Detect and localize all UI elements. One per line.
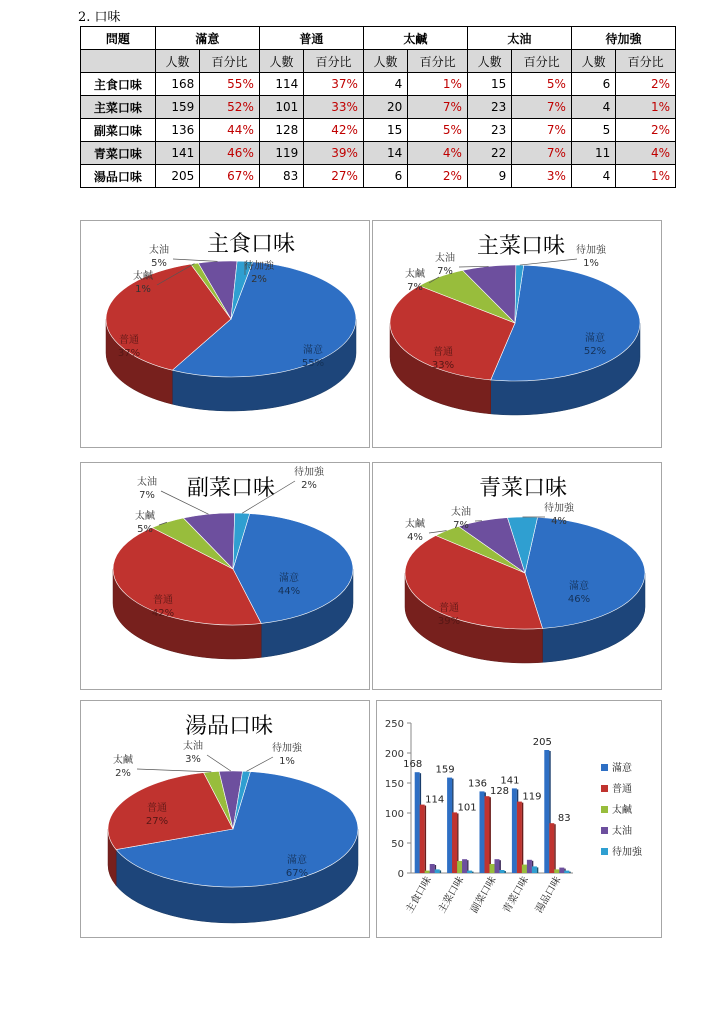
bar-data-label: 141 [500, 775, 520, 787]
count-cell: 11 [571, 142, 615, 165]
bar-data-label: 136 [467, 778, 488, 790]
legend-label: 普通 [612, 784, 632, 795]
count-cell: 6 [363, 165, 407, 188]
bar [517, 802, 522, 873]
percent-cell: 7% [408, 96, 468, 119]
header-category: 太鹹 [363, 27, 467, 50]
bar [512, 788, 517, 873]
pie-panel-side-dish [80, 462, 370, 690]
row-label: 主菜口味 [81, 96, 156, 119]
subheader-count: 人數 [571, 50, 615, 73]
header-category: 滿意 [155, 27, 259, 50]
count-cell: 9 [467, 165, 511, 188]
pie-label-category: 太鹹 [405, 519, 425, 530]
bar-chart [377, 701, 661, 937]
x-category-label: 青菜口味 [501, 875, 531, 916]
subheader-pct: 百分比 [200, 50, 260, 73]
percent-cell: 2% [408, 165, 468, 188]
percent-cell: 5% [408, 119, 468, 142]
pie-label-value: 4% [407, 532, 423, 543]
x-category-label: 副菜口味 [469, 875, 499, 916]
pie-title: 湯品口味 [184, 714, 274, 739]
pie-label-value: 39% [437, 616, 461, 627]
subheader-blank [81, 50, 156, 73]
pie-label-value: 1% [279, 756, 295, 767]
bar [495, 859, 500, 873]
count-cell: 15 [467, 73, 511, 96]
bar [554, 869, 559, 873]
pie-leader-line [137, 769, 211, 772]
bar-side [440, 870, 441, 873]
bar [527, 860, 532, 873]
pie-label-value: 7% [139, 490, 155, 501]
pie-label-value: 33% [431, 360, 455, 371]
pie-chart [81, 701, 369, 937]
pie-leader-line [520, 259, 577, 265]
row-label: 主食口味 [81, 73, 156, 96]
bar [425, 871, 430, 873]
taste-survey-table [80, 26, 676, 188]
pie-label-category: 太鹹 [133, 271, 153, 282]
bar-side [522, 803, 523, 873]
pie-chart [373, 221, 661, 447]
pie-label-value: 27% [145, 816, 169, 827]
pie-label-value: 42% [151, 608, 175, 619]
count-cell: 101 [259, 96, 303, 119]
percent-cell: 46% [200, 142, 260, 165]
pie-label-value: 2% [251, 274, 267, 285]
bar-data-label: 205 [532, 737, 552, 748]
percent-cell: 7% [512, 119, 572, 142]
pie-label-value: 2% [115, 768, 131, 779]
pie-leader-line [207, 755, 231, 771]
pie-label-category: 太油 [451, 507, 471, 518]
bar [430, 864, 435, 873]
bar-data-label: 83 [557, 813, 571, 825]
percent-cell: 4% [408, 142, 468, 165]
count-cell: 5 [571, 119, 615, 142]
subheader-pct: 百分比 [408, 50, 468, 73]
count-cell: 114 [259, 73, 303, 96]
table-row [81, 96, 676, 119]
y-tick-label: 250 [384, 719, 404, 730]
table-row [81, 142, 676, 165]
pie-label-value: 52% [583, 346, 607, 357]
bar [435, 869, 440, 873]
bar [420, 805, 425, 873]
count-cell: 136 [155, 119, 199, 142]
pie-label-category: 滿意 [569, 581, 589, 592]
pie-label-value: 5% [151, 258, 167, 269]
pie-label-category: 待加強 [576, 245, 606, 256]
pie-chart [81, 221, 369, 447]
pie-label-category: 待加強 [272, 743, 302, 754]
subheader-pct: 百分比 [304, 50, 364, 73]
pie-title: 主菜口味 [476, 234, 566, 259]
pie-panel-soup [80, 700, 370, 938]
count-cell: 141 [155, 142, 199, 165]
count-cell: 83 [259, 165, 303, 188]
row-label: 湯品口味 [81, 165, 156, 188]
pie-label-category: 太鹹 [135, 511, 155, 522]
pie-label-category: 太油 [149, 245, 169, 256]
bar [532, 866, 537, 873]
bar [485, 796, 490, 873]
percent-cell: 3% [512, 165, 572, 188]
pie-label-value: 44% [277, 586, 301, 597]
pie-label-value: 7% [453, 520, 469, 531]
pie-data-label [183, 739, 231, 771]
x-category-label: 湯品口味 [533, 875, 564, 916]
subheader-count: 人數 [363, 50, 407, 73]
pie-label-value: 7% [437, 266, 453, 277]
percent-cell: 4% [616, 142, 676, 165]
table-row [81, 119, 676, 142]
row-label: 青菜口味 [81, 142, 156, 165]
pie-label-category: 太鹹 [405, 269, 425, 280]
percent-cell: 1% [408, 73, 468, 96]
pie-label-value: 7% [407, 282, 423, 293]
bar-side [472, 872, 473, 873]
y-tick-label: 50 [391, 839, 404, 850]
pie-label-category: 滿意 [287, 855, 307, 866]
bar [462, 859, 467, 873]
bar-data-label: 168 [403, 759, 423, 771]
pie-label-category: 普通 [439, 603, 459, 614]
subheader-pct: 百分比 [512, 50, 572, 73]
table-row [81, 73, 676, 96]
pie-label-value: 1% [583, 258, 599, 269]
y-tick-label: 0 [397, 869, 404, 880]
bar-side [537, 867, 538, 873]
count-cell: 4 [571, 96, 615, 119]
pie-label-category: 太鹹 [113, 755, 133, 766]
percent-cell: 5% [512, 73, 572, 96]
percent-cell: 7% [512, 96, 572, 119]
bar [564, 871, 569, 873]
pie-leader-line [246, 757, 273, 771]
count-cell: 22 [467, 142, 511, 165]
pie-label-category: 普通 [153, 595, 173, 606]
pie-leader-line [173, 259, 218, 261]
percent-cell: 55% [200, 73, 260, 96]
header-category: 普通 [259, 27, 363, 50]
percent-cell: 7% [512, 142, 572, 165]
pie-label-category: 待加強 [544, 503, 574, 514]
count-cell: 4 [571, 165, 615, 188]
pie-label-value: 1% [135, 284, 151, 295]
x-category-label: 主菜口味 [436, 875, 467, 916]
pie-label-category: 待加強 [244, 261, 274, 272]
subheader-count: 人數 [259, 50, 303, 73]
table-subheader-row [81, 50, 676, 73]
subheader-count: 人數 [155, 50, 199, 73]
count-cell: 23 [467, 119, 511, 142]
pie-label-value: 5% [137, 524, 153, 535]
pie-chart [81, 463, 369, 689]
bar [559, 868, 564, 873]
pie-label-category: 太油 [137, 477, 157, 488]
bar-data-label: 119 [522, 791, 542, 803]
legend-label: 太油 [612, 826, 632, 837]
bar-data-label: 114 [425, 794, 445, 806]
bar-side [569, 872, 570, 873]
y-tick-label: 100 [384, 809, 404, 820]
pie-label-value: 4% [551, 516, 567, 527]
table-header-row [81, 27, 676, 50]
pie-label-category: 普通 [119, 335, 139, 346]
pie-label-category: 滿意 [303, 345, 323, 356]
pie-label-category: 普通 [433, 347, 453, 358]
pie-panel-vegetable [372, 462, 662, 690]
count-cell: 4 [363, 73, 407, 96]
count-cell: 205 [155, 165, 199, 188]
bar [480, 791, 485, 873]
bar [544, 750, 549, 873]
percent-cell: 42% [304, 119, 364, 142]
bar-side [505, 871, 506, 873]
legend-label: 滿意 [612, 763, 632, 774]
count-cell: 14 [363, 142, 407, 165]
x-category-label: 主食口味 [404, 875, 434, 916]
bar [467, 871, 472, 873]
count-cell: 20 [363, 96, 407, 119]
table-body [81, 73, 676, 188]
pie-label-category: 太油 [183, 741, 203, 752]
pie-label-value: 55% [301, 358, 325, 369]
bar [549, 823, 554, 873]
bar [452, 812, 457, 873]
y-tick-label: 150 [384, 779, 404, 790]
bar [447, 778, 452, 873]
bar-side [425, 806, 426, 873]
bar-side [490, 797, 491, 873]
row-label: 副菜口味 [81, 119, 156, 142]
legend-swatch [601, 806, 608, 813]
percent-cell: 1% [616, 165, 676, 188]
bar-chart-panel [376, 700, 662, 938]
pie-title: 青菜口味 [478, 476, 568, 501]
bar [415, 772, 420, 873]
pie-chart [373, 463, 661, 689]
percent-cell: 67% [200, 165, 260, 188]
subheader-pct: 百分比 [616, 50, 676, 73]
count-cell: 15 [363, 119, 407, 142]
count-cell: 119 [259, 142, 303, 165]
header-question: 問題 [81, 27, 156, 50]
pie-label-category: 滿意 [279, 573, 299, 584]
subheader-count: 人數 [467, 50, 511, 73]
legend-swatch [601, 848, 608, 855]
pie-panel-main-dish [372, 220, 662, 448]
legend-swatch [601, 785, 608, 792]
y-tick-label: 200 [384, 749, 404, 760]
percent-cell: 37% [304, 73, 364, 96]
section-title: 2. 口味 [78, 10, 121, 25]
percent-cell: 2% [616, 119, 676, 142]
percent-cell: 33% [304, 96, 364, 119]
bar-side [554, 824, 555, 873]
legend-label: 太鹹 [612, 805, 632, 816]
count-cell: 23 [467, 96, 511, 119]
count-cell: 6 [571, 73, 615, 96]
percent-cell: 39% [304, 142, 364, 165]
pie-label-value: 37% [117, 348, 141, 359]
percent-cell: 27% [304, 165, 364, 188]
pie-label-category: 待加強 [294, 467, 324, 478]
bar-data-label: 101 [457, 802, 477, 814]
pie-label-category: 滿意 [585, 333, 605, 344]
bar [522, 865, 527, 873]
count-cell: 128 [259, 119, 303, 142]
bar-data-label: 159 [435, 764, 455, 776]
pie-label-value: 67% [285, 868, 309, 879]
bar [457, 861, 462, 873]
count-cell: 168 [155, 73, 199, 96]
pie-title: 副菜口味 [186, 476, 276, 501]
pie-label-category: 普通 [147, 803, 167, 814]
percent-cell: 52% [200, 96, 260, 119]
legend-label: 待加強 [612, 847, 642, 858]
table-row [81, 165, 676, 188]
percent-cell: 2% [616, 73, 676, 96]
legend-swatch [601, 764, 608, 771]
bar [500, 870, 505, 873]
pie-label-value: 3% [185, 754, 201, 765]
pie-data-label [246, 741, 303, 771]
count-cell: 159 [155, 96, 199, 119]
legend-swatch [601, 827, 608, 834]
pie-label-value: 2% [301, 480, 317, 491]
bar-data-label: 128 [489, 786, 510, 798]
header-category: 待加強 [571, 27, 675, 50]
pie-label-category: 太油 [435, 253, 455, 264]
pie-label-value: 46% [567, 594, 591, 605]
percent-cell: 44% [200, 119, 260, 142]
bar [490, 864, 495, 873]
header-category: 太油 [467, 27, 571, 50]
pie-panel-staple [80, 220, 370, 448]
pie-title: 主食口味 [206, 232, 296, 257]
percent-cell: 1% [616, 96, 676, 119]
